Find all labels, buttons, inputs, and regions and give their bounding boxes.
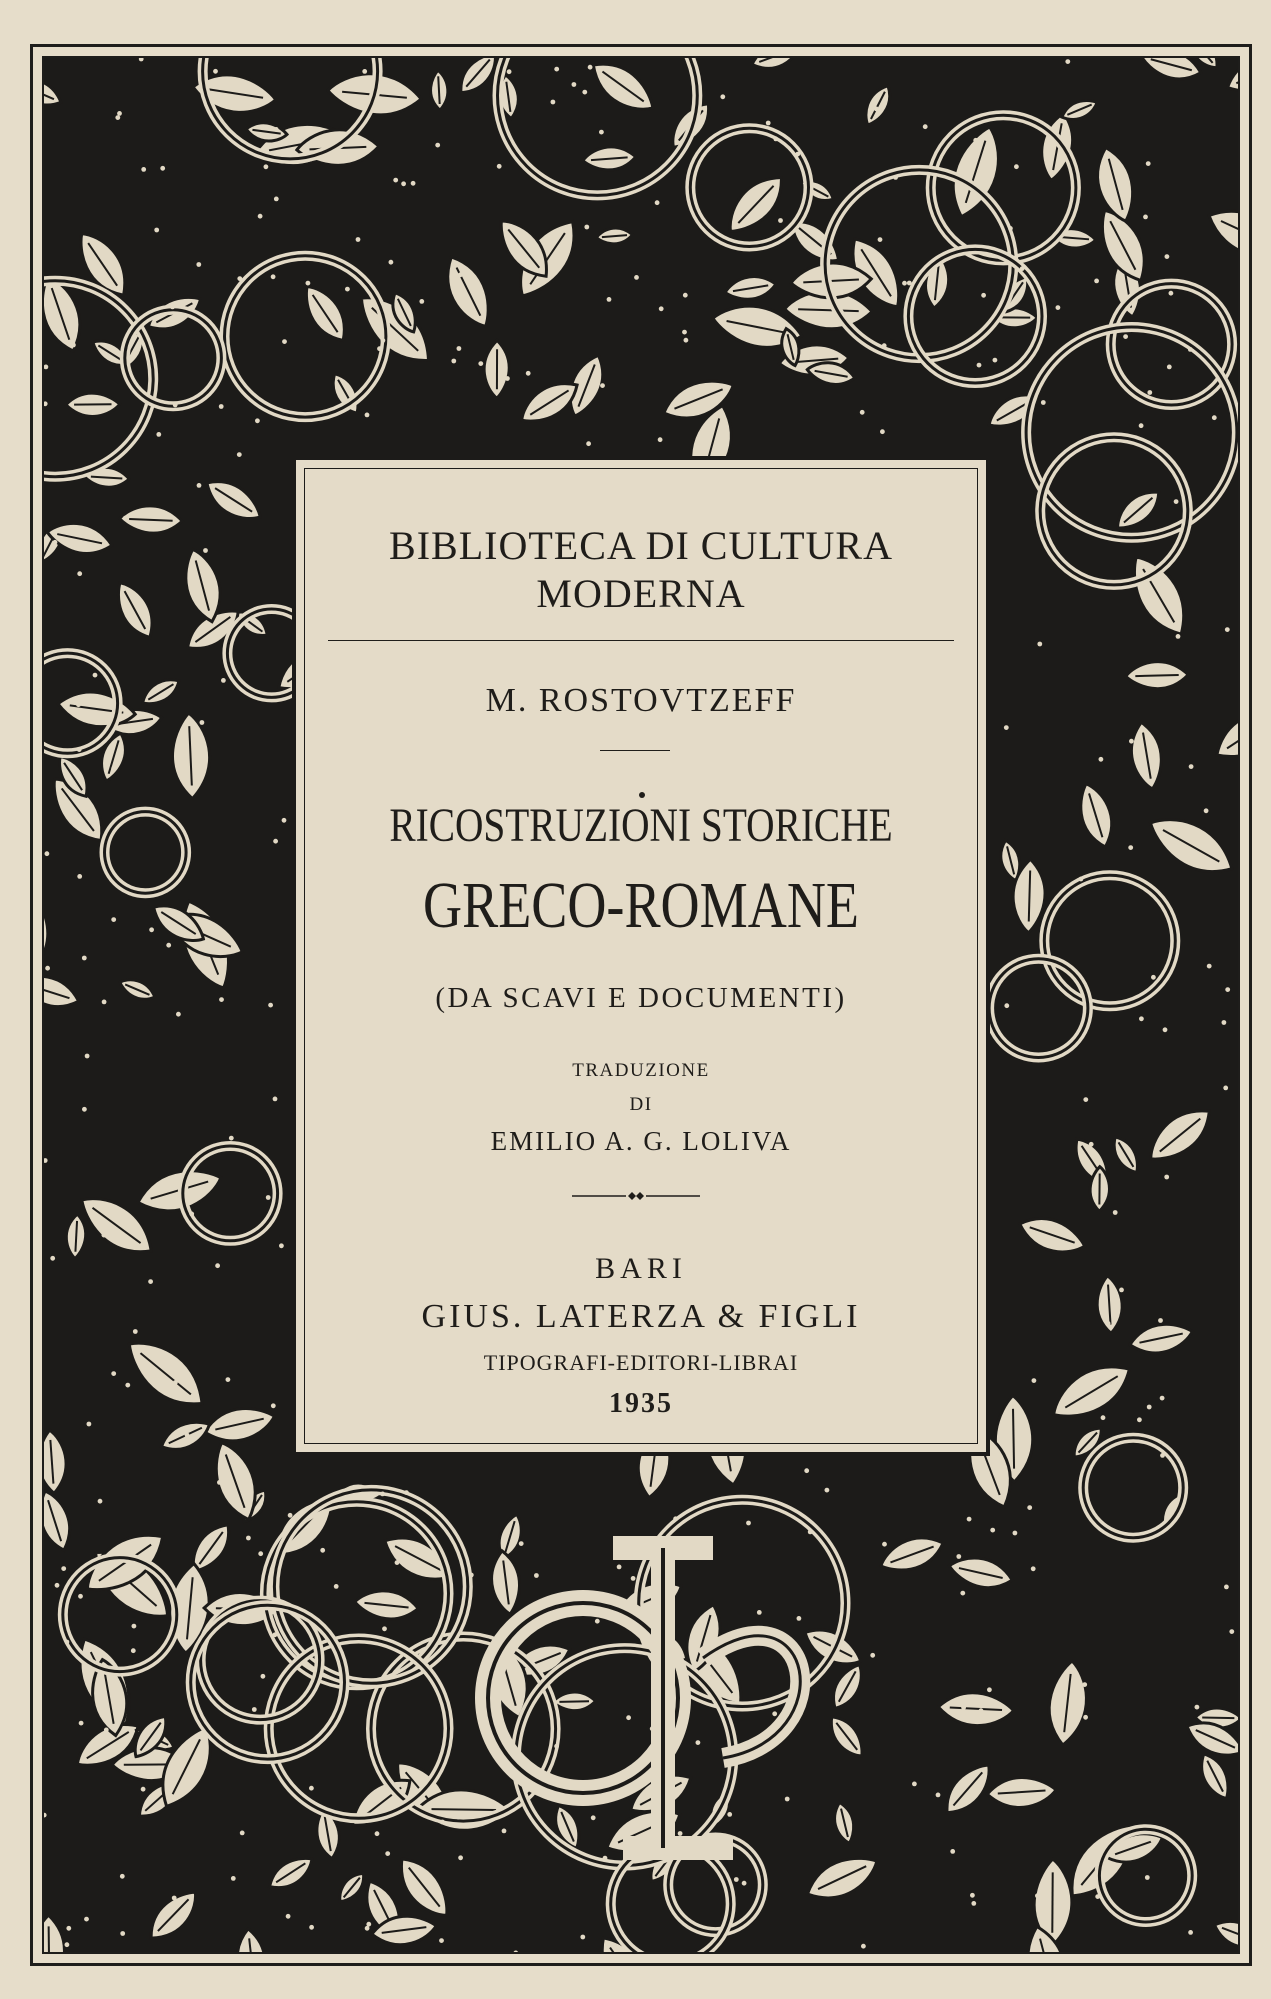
title-line-2: GRECO-ROMANE bbox=[423, 869, 859, 942]
publisher-trade: TIPOGRAFI-EDITORI-LIBRAI bbox=[483, 1350, 799, 1375]
series-line-2: MODERNA bbox=[536, 571, 746, 616]
translator: EMILIO A. G. LOLIVA bbox=[490, 1126, 792, 1156]
divider-rule bbox=[328, 640, 954, 641]
translation-label: TRADUZIONE bbox=[572, 1060, 710, 1081]
title-line-1: RICOSTRUZIONI STORICHE bbox=[389, 799, 893, 852]
publisher: GIUS. LATERZA & FIGLI bbox=[421, 1298, 861, 1335]
series-line-1: BIBLIOTECA DI CULTURA bbox=[389, 523, 893, 568]
title-panel bbox=[292, 456, 990, 1456]
series-title bbox=[296, 522, 986, 618]
translation-by: DI bbox=[629, 1094, 653, 1115]
city: BARI bbox=[595, 1252, 687, 1285]
ornamental-rule bbox=[572, 1191, 700, 1201]
year: 1935 bbox=[609, 1388, 673, 1419]
short-rule bbox=[600, 750, 670, 751]
subtitle: (DA SCAVI E DOCUMENTI) bbox=[435, 982, 847, 1014]
author: M. ROSTOVTZEFF bbox=[485, 682, 797, 719]
